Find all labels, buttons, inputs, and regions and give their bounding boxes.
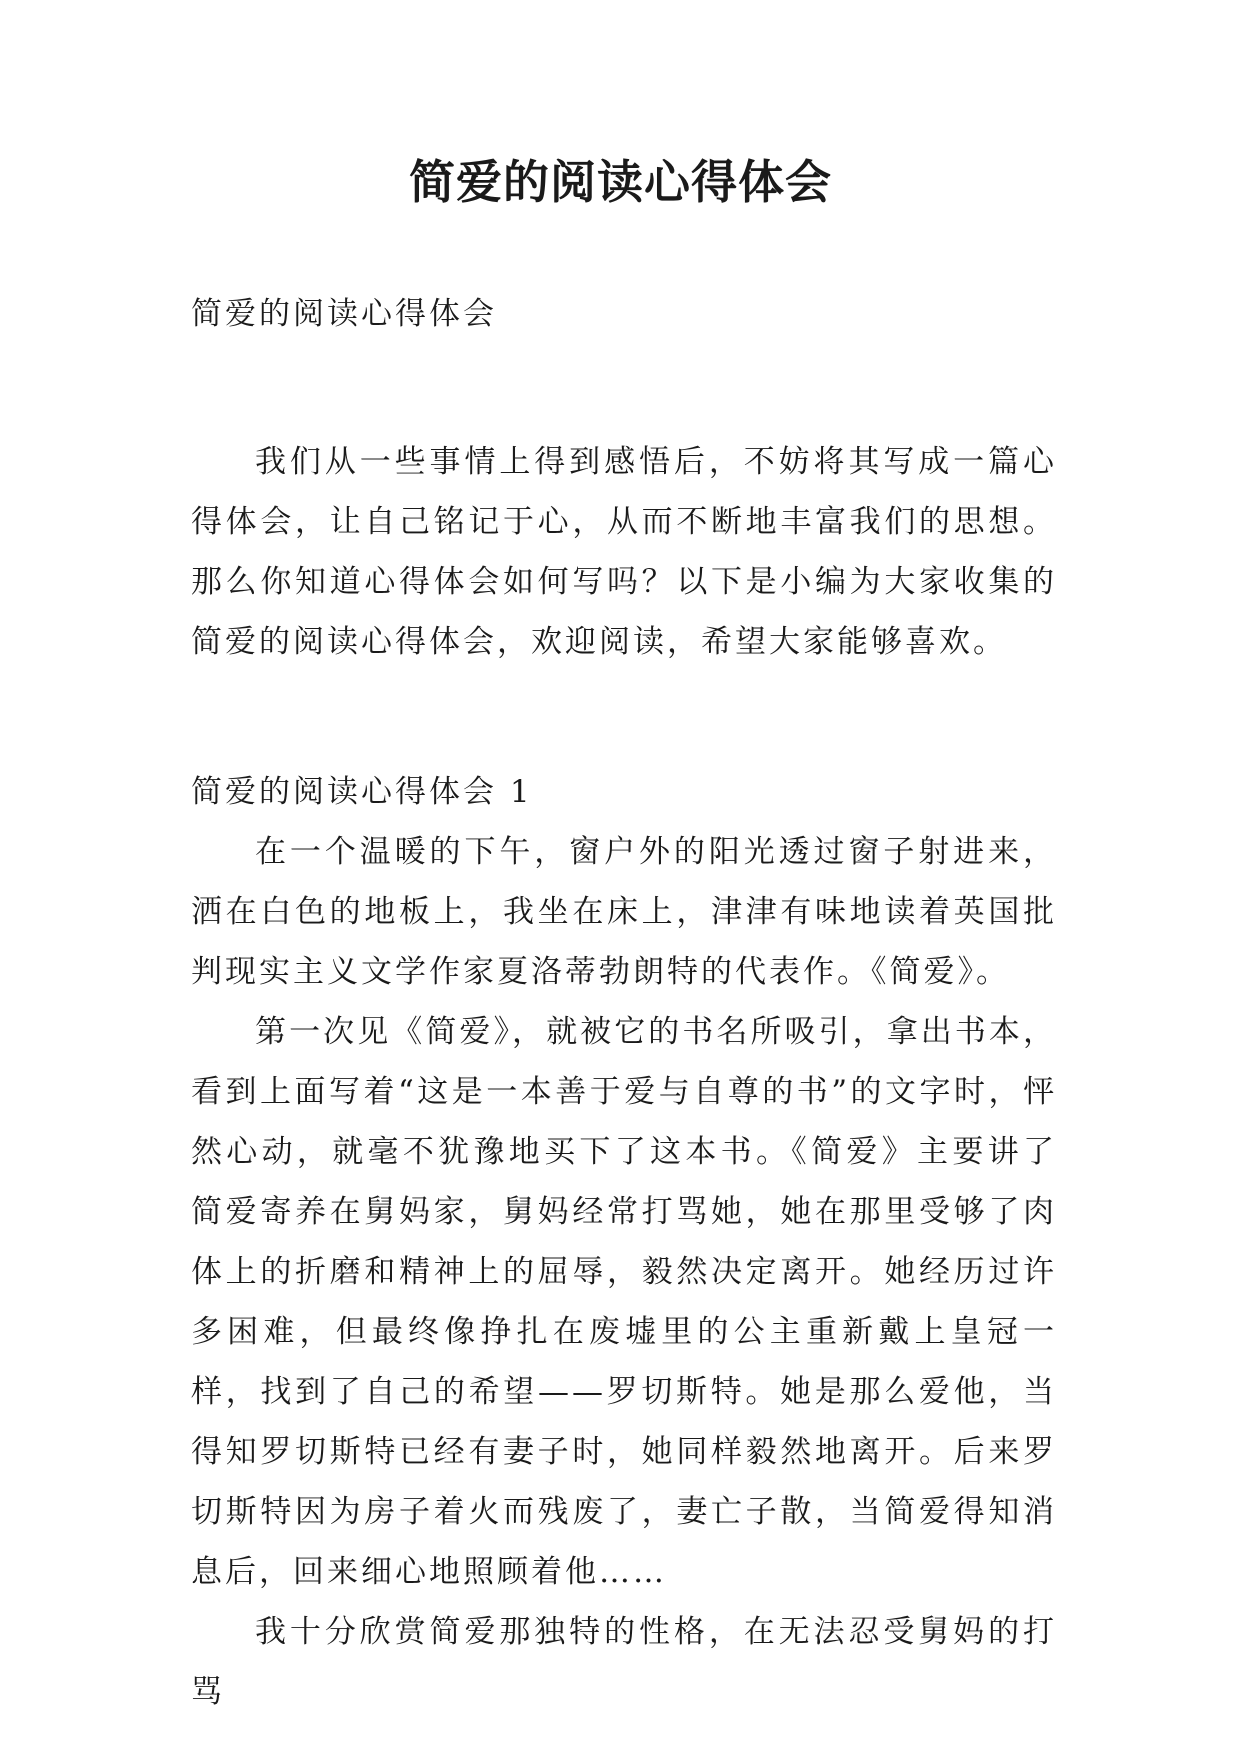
document-body (191, 284, 1057, 1722)
body-paragraph: 在一个温暖的下午，窗户外的阳光透过窗子射进来，洒在白色的地板上，我坐在床上，津津有味地读着英国批判现实主义文学作家夏洛蒂勃朗特的代表作。《简爱》。 (191, 834, 1057, 990)
body-paragraph: 第一次见《简爱》，就被它的书名所吸引，拿出书本，看到上面写着“这是一本善于爱与自尊的书”的文字时，怦然心动，就毫不犹豫地买下了这本书。《简爱》主要讲了简爱寄养在舅妈家，舅妈经常打骂她，她在那里受够了肉体上的折磨和精神上的屈辱，毅然决定离开。她经历过许多困难，但最终像挣扎在废墟里的公主重新戴上皇冠一样，找到了自己的希望——罗切斯特。她是那么爱他，当得知罗切斯特已经有妻子时，她同样毅然地离开。后来罗切斯特因为房子着火而残废了，妻亡子散，当简爱得知消息后，回来细心地照顾着他…… (191, 1014, 1057, 1590)
spacer (191, 344, 1057, 432)
section-heading: 简爱的阅读心得体会 1 (191, 774, 533, 810)
document-subtitle: 简爱的阅读心得体会 (191, 296, 497, 332)
spacer (191, 672, 1057, 762)
body-paragraph: 我十分欣赏简爱那独特的性格，在无法忍受舅妈的打骂 (191, 1614, 1057, 1710)
intro-paragraph: 我们从一些事情上得到感悟后，不妨将其写成一篇心得体会，让自己铭记于心，从而不断地丰富我们的思想。那么你知道心得体会如何写吗？以下是小编为大家收集的简爱的阅读心得体会，欢迎阅读，希望大家能够喜欢。 (191, 444, 1057, 660)
document-title: 简爱的阅读心得体会 (409, 155, 832, 209)
